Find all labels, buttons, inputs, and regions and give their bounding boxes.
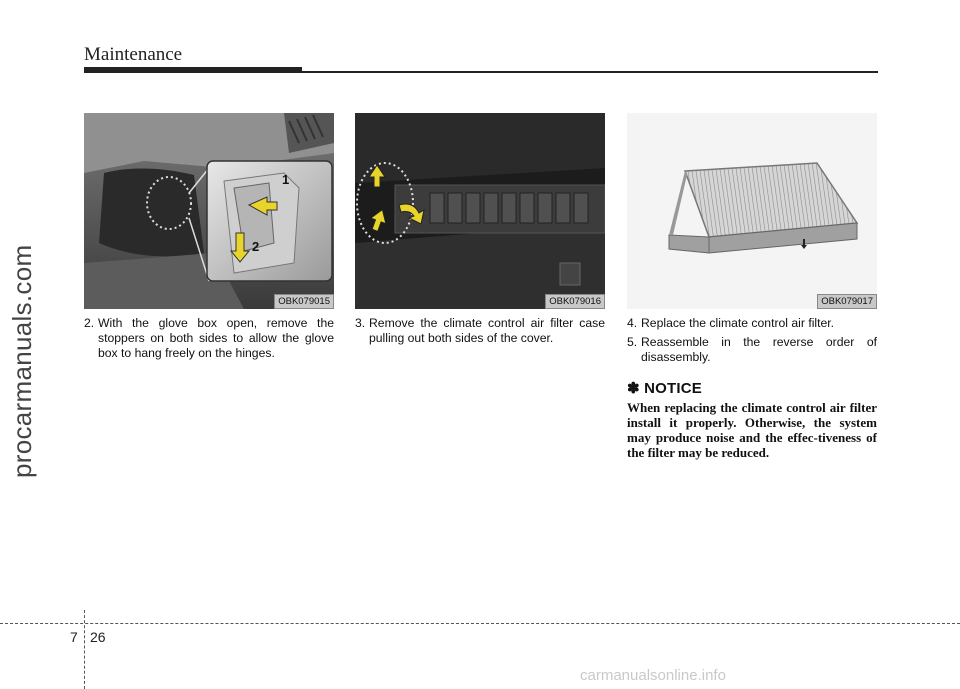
chapter-number: 7 (70, 629, 78, 645)
step-text: Reassemble in the reverse order of disassembly. (641, 335, 877, 364)
step-number: 5. (627, 335, 638, 349)
page-title: Maintenance (84, 44, 183, 65)
step-item (84, 316, 334, 361)
step-number: 2. (84, 316, 95, 330)
side-watermark: procarmanuals.com (7, 244, 37, 478)
column-2 (355, 316, 605, 346)
step-item (627, 335, 877, 365)
step-item (355, 316, 605, 346)
figure-code: OBK079016 (545, 294, 605, 309)
glove-box-illustration (84, 113, 334, 309)
notice-heading: ✽ NOTICE (627, 380, 703, 397)
filter-case-illustration (355, 113, 605, 309)
figure-air-filter (627, 113, 877, 309)
column-1 (84, 316, 334, 361)
figure-code: OBK079015 (274, 294, 334, 309)
figure-filter-case (355, 113, 605, 309)
callout-2: 2 (252, 239, 260, 254)
callout-1: 1 (282, 172, 290, 187)
header-rule (302, 71, 878, 73)
step-number: 3. (355, 316, 366, 330)
footer-divider (84, 610, 85, 689)
footer-rule (0, 623, 960, 624)
column-3 (627, 316, 877, 460)
figure-glove-box (84, 113, 334, 309)
step-text: Replace the climate control air filter. (641, 316, 835, 330)
figure-code: OBK079017 (817, 294, 877, 309)
step-text: Remove the climate control air filter case pulling out both sides of the cover. (369, 316, 605, 345)
step-number: 4. (627, 316, 638, 330)
step-text: With the glove box open, remove the stoppers on both sides to allow the glove box to hang freely on the hinges. (98, 316, 334, 360)
header-bar (84, 67, 302, 73)
air-filter-illustration (627, 113, 877, 309)
step-item (627, 316, 877, 331)
notice-body: When replacing the climate control air filter install it properly. Otherwise, the system may produce noise and the effec-tiveness of the filter may be reduced. (627, 400, 877, 460)
page-number: 26 (90, 629, 106, 645)
bottom-watermark: carmanualsonline.info (580, 667, 726, 684)
